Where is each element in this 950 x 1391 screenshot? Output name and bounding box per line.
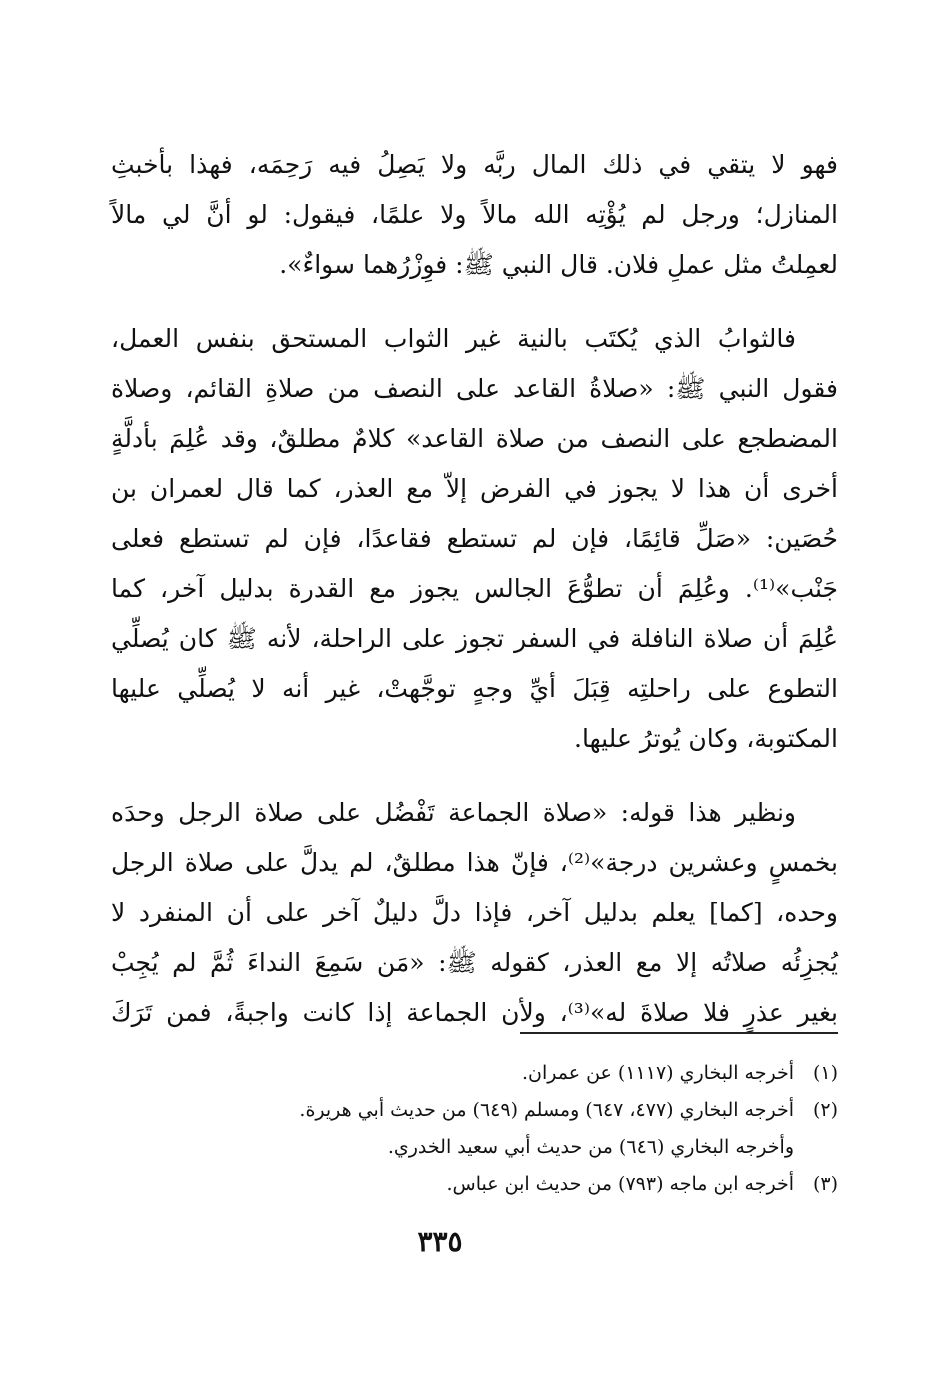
footnote-text: أخرجه البخاري (١١١٧) عن عمران. [521,1062,794,1084]
text-line: أخرى أن هذا لا يجوز في الفرض إلاّ مع العذر، كما قال لعمران بن [111,474,838,503]
footnote-1 [111,1055,838,1092]
text-line: فقول النبي ﷺ: «صلاةُ القاعد على النصف من صلاةِ القائم، وصلاة [111,374,838,403]
footnote-2 [111,1092,838,1129]
footnote-number: (٣) [812,1173,838,1195]
paragraph-1 [111,140,838,290]
paragraph-2 [111,314,838,764]
footnote-3 [111,1166,838,1203]
text-line: بغير عذرٍ فلا صلاةَ له»⁽³⁾، ولأن الجماعة إذا كانت واجبةً، فمن تَرَكَ [111,998,838,1027]
text-line: التطوع على راحلتِه قِبَلَ أيِّ وجهٍ توجَّهتْ، غير أنه لا يُصلِّي عليها [111,674,838,703]
footnote-number: (١) [812,1062,838,1084]
main-text [111,140,838,1038]
text-line: حُصَين: «صَلِّ قائِمًا، فإن لم تستطع فقاعدًا، فإن لم تستطع فعلى [111,524,838,553]
text-line: وحده، [كما] يعلم بدليل آخر، فإذا دلَّ دليلٌ آخر على أن المنفرد لا [111,898,838,927]
text-line: جَنْب»⁽¹⁾. وعُلِمَ أن تطوُّعَ الجالس يجوز مع القدرة بدليل آخر، كما [111,574,838,603]
text-line: ونظير هذا قوله: «صلاة الجماعة تَفْضُل على صلاة الرجل وحدَه [111,798,796,827]
page-number: ٣٣٥ [417,1225,463,1258]
text-line: عُلِمَ أن صلاة النافلة في السفر تجوز على الراحلة، لأنه ﷺ كان يُصلِّي [111,624,838,653]
text-line: المنازل؛ ورجل لم يُؤْتِه الله مالاً ولا علمًا، فيقول: لو أنَّ لي مالاً [111,200,838,229]
paragraph-3 [111,788,838,1038]
footnote-separator [520,1032,838,1034]
paragraph-gap [111,764,838,788]
footnote-text: أخرجه ابن ماجه (٧٩٣) من حديث ابن عباس. [446,1173,794,1195]
footnotes [111,1055,838,1203]
text-line: فالثوابُ الذي يُكتَب بالنية غير الثواب المستحق بنفس العمل، [111,324,796,353]
text-line: فهو لا يتقي في ذلك المال ربَّه ولا يَصِلُ فيه رَحِمَه، فهذا بأخبثِ [111,150,838,179]
footnote-text: أخرجه البخاري (٤٧٧، ٦٤٧) ومسلم (٦٤٩) من حديث أبي هريرة. [299,1099,794,1121]
footnote-number: (٢) [812,1099,838,1121]
footnote-number-spacer [794,1129,838,1166]
footnote-text: وأخرجه البخاري (٦٤٦) من حديث أبي سعيد الخدري. [387,1136,794,1158]
paragraph-gap [111,290,838,314]
text-line: يُجزِئُه صلاتُه إلا مع العذر، كقوله ﷺ: «مَن سَمِعَ النداءَ ثُمَّ لم يُجِبْ [111,948,838,977]
text-line: بخمسٍ وعشرين درجة»⁽²⁾، فإنّ هذا مطلقٌ، لم يدلَّ على صلاة الرجل [111,848,839,877]
text-line: المكتوبة، وكان يُوترُ عليها. [574,724,838,753]
text-line: لعمِلتُ مثل عملِ فلان. قال النبي ﷺ: فوِزْرُهما سواءٌ». [279,250,838,279]
text-line: المضطجع على النصف من صلاة القاعد» كلامٌ مطلقٌ، وقد عُلِمَ بأدلَّةٍ [111,424,838,453]
footnote-2-continued [111,1129,838,1166]
